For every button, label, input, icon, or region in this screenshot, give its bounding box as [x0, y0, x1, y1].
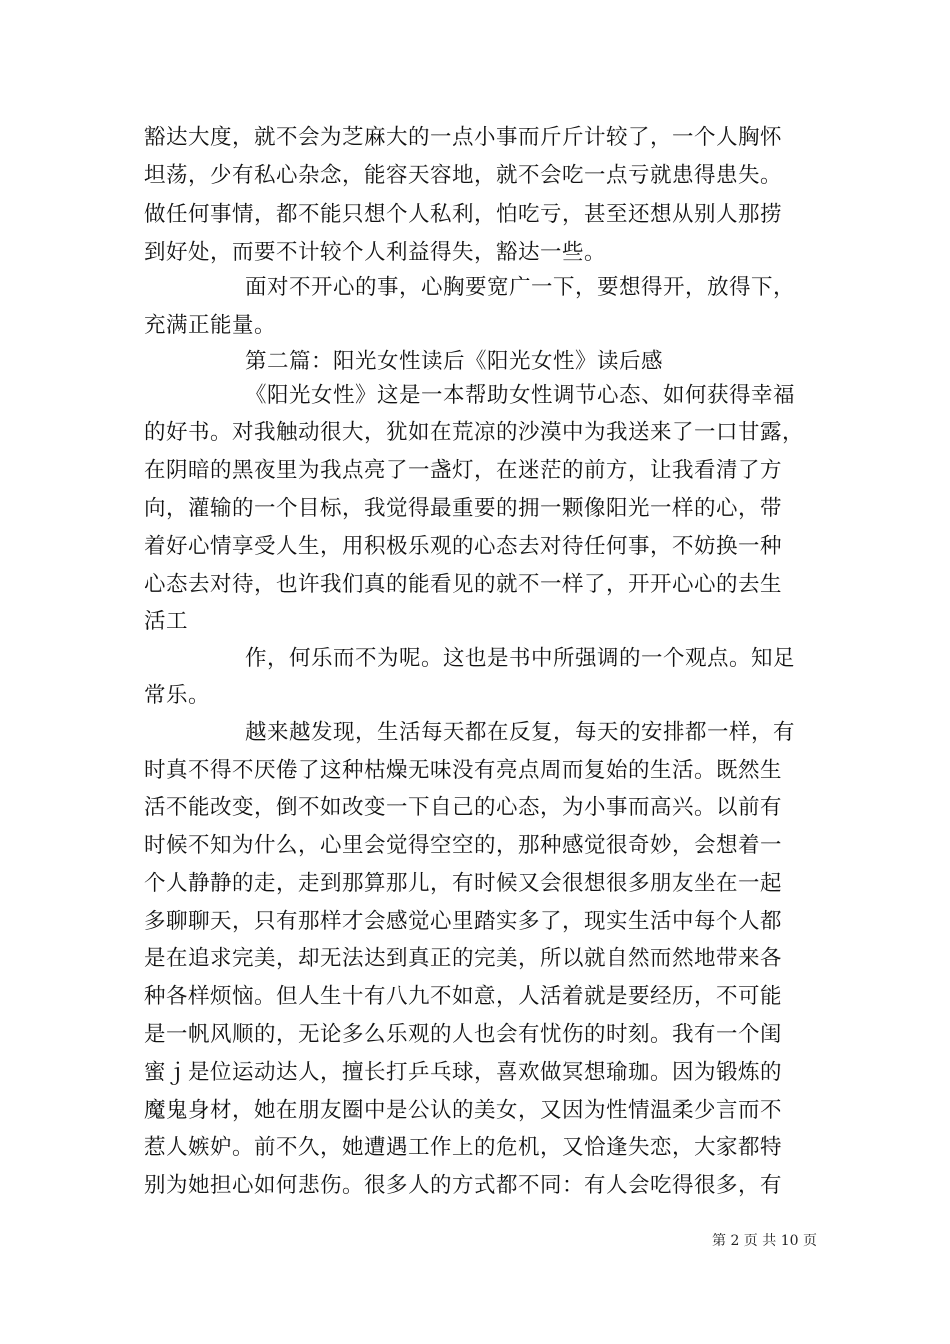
text-line: 做任何事情，都不能只想个人私利，怕吃亏，甚至还想从别人那捞: [144, 202, 783, 227]
text-line: 是一帆风顺的，无论多么乐观的人也会有忧伤的时刻。我有一个闺: [144, 1022, 783, 1047]
text-line: 种各样烦恼。但人生十有八九不如意，人活着就是要经历，不可能: [144, 984, 783, 1009]
text-line: 时真不得不厌倦了这种枯燥无味没有亮点周而复始的生活。既然生: [144, 758, 783, 783]
text-line: 作，何乐而不为呢。这也是书中所强调的一个观点。知足: [245, 646, 796, 671]
text-line: 到好处，而要不计较个人利益得失，豁达一些。: [144, 240, 607, 265]
text-line: 是在追求完美，却无法达到真正的完美，所以就自然而然地带来各: [144, 946, 783, 971]
text-line: 个人静静的走，走到那算那儿，有时候又会很想很多朋友坐在一起: [144, 871, 783, 896]
text-line: 惹人嫉妒。前不久，她遭遇工作上的危机，又恰逢失恋，大家都特: [144, 1135, 783, 1160]
page-number-footer: 第 2 页 共 10 页: [712, 1233, 817, 1249]
text-line: 豁达大度，就不会为芝麻大的一点小事而斤斤计较了，一个人胸怀: [144, 125, 783, 150]
text-line: 的好书。对我触动很大，犹如在荒凉的沙漠中为我送来了一口甘露，: [144, 420, 805, 445]
text-line: 坦荡，少有私心杂念，能容天容地，就不会吃一点亏就患得患失。: [144, 163, 783, 188]
text-line: 向，灌输的一个目标，我觉得最重要的拥一颗像阳光一样的心，带: [144, 496, 783, 521]
text-line: 活不能改变，倒不如改变一下自己的心态，为小事而高兴。以前有: [144, 795, 783, 820]
text-line: 多聊聊天，只有那样才会感觉心里踏实多了，现实生活中每个人都: [144, 909, 783, 934]
text-line: 充满正能量。: [144, 313, 277, 338]
text-line: 蜜ｊ是位运动达人，擅长打乒乓球，喜欢做冥想瑜珈。因为锻炼的: [144, 1060, 783, 1085]
text-line: 魔鬼身材，她在朋友圈中是公认的美女，又因为性情温柔少言而不: [144, 1098, 783, 1123]
section-heading: 第二篇：阳光女性读后《阳光女性》读后感: [245, 349, 664, 374]
text-line: 越来越发现，生活每天都在反复，每天的安排都一样，有: [245, 720, 796, 745]
text-line: 心态去对待，也许我们真的能看见的就不一样了，开开心心的去生: [144, 572, 783, 597]
text-line: 在阴暗的黑夜里为我点亮了一盏灯，在迷茫的前方，让我看清了方: [144, 458, 783, 483]
text-line: 面对不开心的事，心胸要宽广一下，要想得开，放得下，: [245, 275, 796, 300]
text-line: 时候不知为什么，心里会觉得空空的，那种感觉很奇妙，会想着一: [144, 833, 783, 858]
text-line: 别为她担心如何悲伤。很多人的方式都不同：有人会吃得很多，有: [144, 1173, 783, 1198]
text-line: 《阳光女性》这是一本帮助女性调节心态、如何获得幸福: [245, 383, 796, 408]
text-line: 着好心情享受人生，用积极乐观的心态去对待任何事，不妨换一种: [144, 534, 783, 559]
text-line: 活工: [144, 609, 189, 634]
text-line: 常乐。: [144, 683, 211, 708]
